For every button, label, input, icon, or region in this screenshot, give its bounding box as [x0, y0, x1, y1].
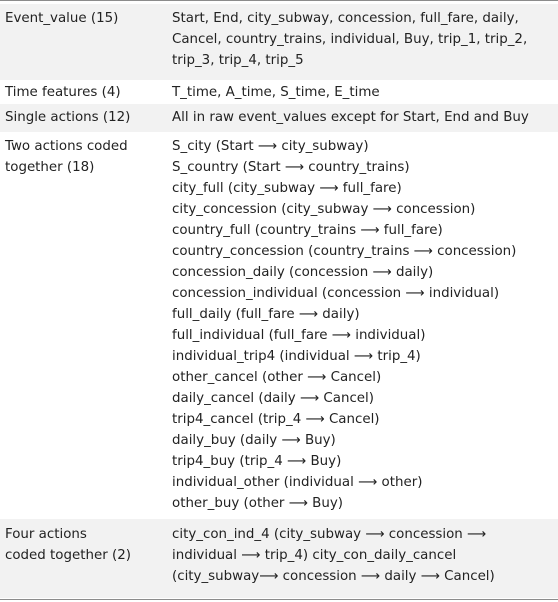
table-top-rule: [0, 0, 558, 1]
value-line: Start, End, city_subway, concession, full_fare, daily,: [172, 11, 519, 26]
row-values: [172, 82, 556, 103]
value-line: All in raw event_values except for Start, End and Buy: [172, 110, 529, 125]
row-category: Two actions coded together (18): [5, 139, 128, 175]
value-line: other_cancel (other ⟶ Cancel): [172, 370, 382, 385]
table-row-four-actions: [0, 519, 558, 598]
value-line: trip4_cancel (trip_4 ⟶ Cancel): [172, 412, 380, 427]
value-line: other_buy (other ⟶ Buy): [172, 496, 343, 511]
row-category: Time features (4): [5, 85, 121, 100]
value-line: individual ⟶ trip_4) city_con_daily_cancel: [172, 548, 457, 563]
row-values: [172, 136, 556, 514]
value-line: Cancel, country_trains, individual, Buy, trip_1, trip_2,: [172, 32, 528, 47]
row-category: Four actions coded together (2): [5, 527, 131, 563]
value-line: trip4_buy (trip_4 ⟶ Buy): [172, 454, 342, 469]
value-line: S_city (Start ⟶ city_subway): [172, 139, 369, 154]
value-line: full_daily (full_fare ⟶ daily): [172, 307, 360, 322]
table-bottom-rule: [0, 599, 558, 600]
value-line: T_time, A_time, S_time, E_time: [172, 85, 380, 100]
row-category: Single actions (12): [5, 110, 131, 125]
value-line: trip_3, trip_4, trip_5: [172, 53, 304, 68]
value-line: individual_trip4 (individual ⟶ trip_4): [172, 349, 421, 364]
table-row-event-value: [0, 4, 558, 80]
row-values: [172, 524, 556, 587]
row-values: [172, 8, 556, 71]
value-line: daily_buy (daily ⟶ Buy): [172, 433, 336, 448]
value-line: concession_daily (concession ⟶ daily): [172, 265, 434, 280]
value-line: S_country (Start ⟶ country_trains): [172, 160, 410, 175]
value-line: country_full (country_trains ⟶ full_fare): [172, 223, 443, 238]
value-line: (city_subway⟶ concession ⟶ daily ⟶ Cancel): [172, 569, 495, 584]
value-line: country_concession (country_trains ⟶ concession): [172, 244, 517, 259]
table-row-two-actions: [0, 132, 558, 519]
value-line: concession_individual (concession ⟶ individual): [172, 286, 500, 301]
value-line: individual_other (individual ⟶ other): [172, 475, 423, 490]
row-category: Event_value (15): [5, 11, 119, 26]
value-line: city_full (city_subway ⟶ full_fare): [172, 181, 402, 196]
value-line: city_concession (city_subway ⟶ concession): [172, 202, 476, 217]
table-row-time-features: [0, 80, 558, 104]
value-line: full_individual (full_fare ⟶ individual): [172, 328, 426, 343]
value-line: city_con_ind_4 (city_subway ⟶ concession ⟶: [172, 527, 487, 542]
row-values: [172, 107, 556, 128]
table-row-single-actions: [0, 104, 558, 132]
value-line: daily_cancel (daily ⟶ Cancel): [172, 391, 374, 406]
